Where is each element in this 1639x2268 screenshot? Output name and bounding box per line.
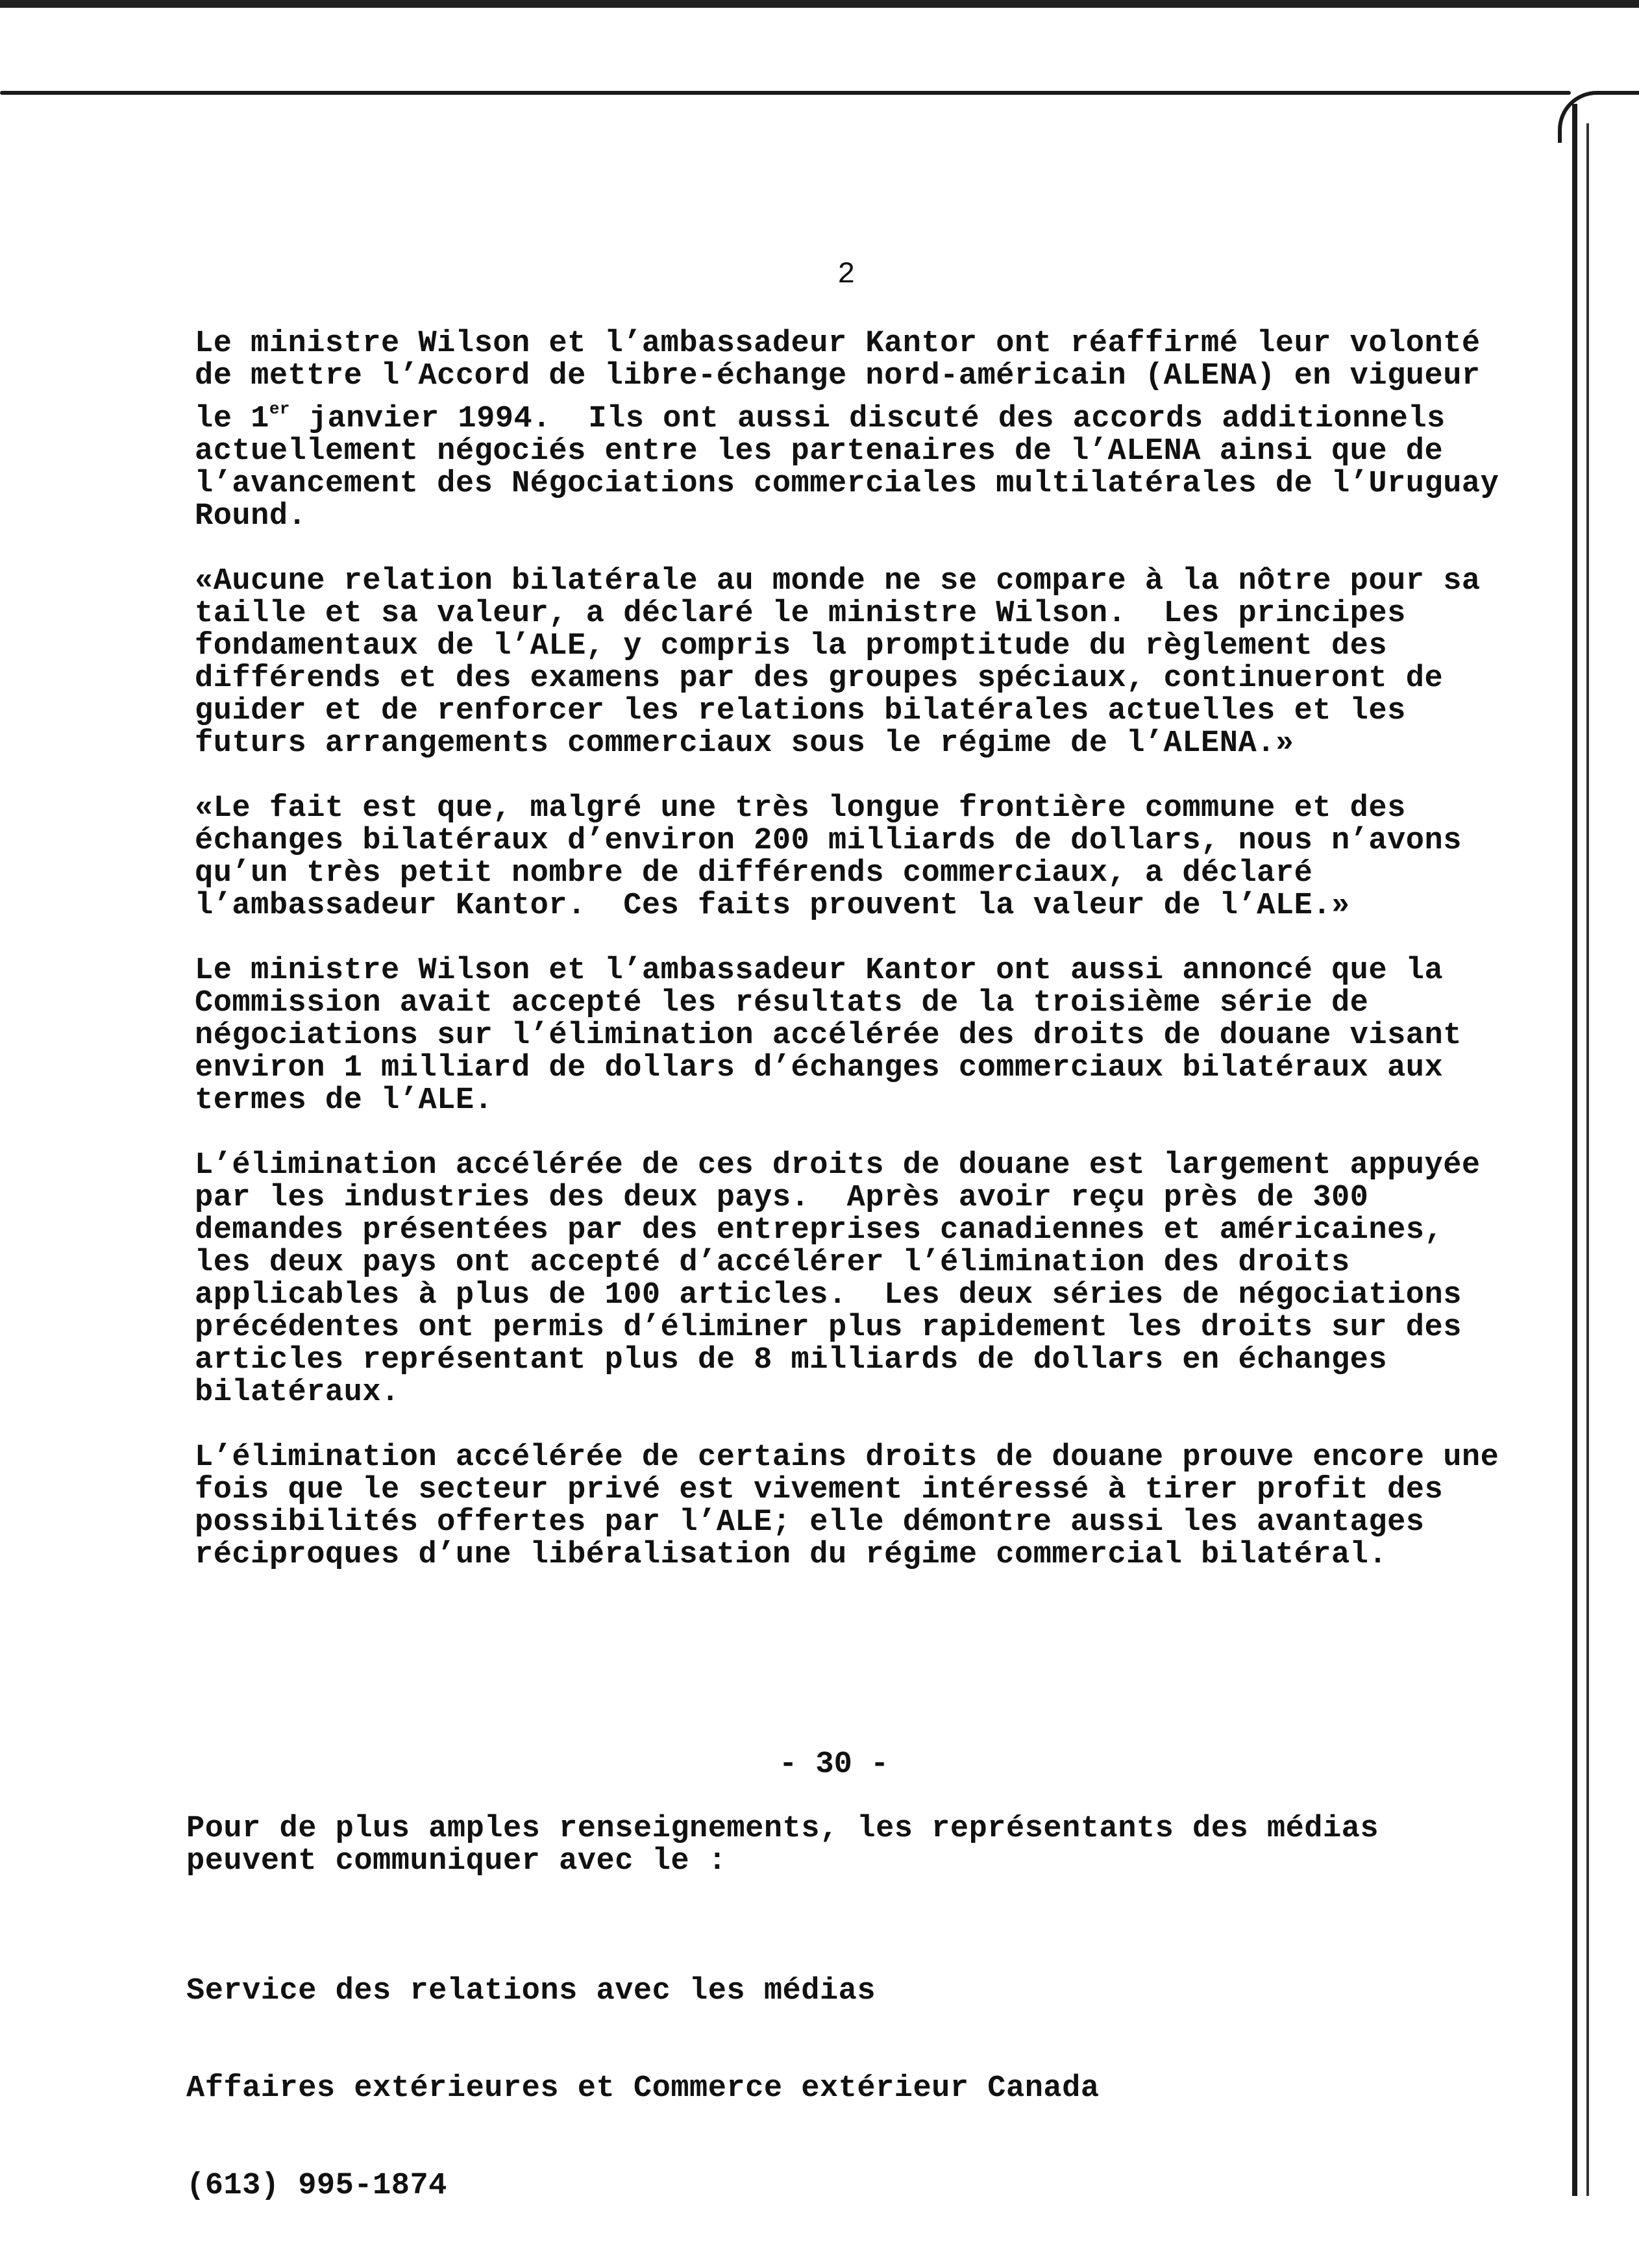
contact-details [186,1910,1517,2267]
contact-phone: (613) 995-1874 [186,2169,447,2203]
contact-service: Service des relations avec les médias [186,1974,876,2008]
scan-frame-right-line [1572,104,1577,2196]
paragraph-1-end: janvier 1994. Ils ont aussi discuté des accords additionnels actuellement négociés entre les partenaires de l’ALENA ainsi que de l’avancement des Négociations commerciales multilatérales de l’Uruguay Round. [195,402,1518,534]
paragraph-5: L’élimination accélérée de ces droits de douane est largement appuyée par les industries des deux pays. Après avoir reçu près de 300 demandes présentées par des entreprises canadiennes et américaines, les deux pays ont accepté d’accélérer l’élimination des droits applicables à plus de 100 articles. Les deux séries de négociations précédentes ont permis d’éliminer plus rapidement les droits sur des articles représentant plus de 8 milliards de dollars en échanges bilatéraux. [195,1148,1499,1410]
document-body [195,327,1518,1604]
contact-department: Affaires extérieures et Commerce extérieur Canada [186,2071,1100,2106]
scan-frame-top-line [0,91,1571,95]
end-of-release-mark: - 30 - [779,1747,889,1782]
paragraph-1-start: Le ministre Wilson et l’ambassadeur Kantor ont réaffirmé leur volonté de mettre l’Accord de libre-échange nord-américain (ALENA) en vigueur le 1 [195,327,1499,436]
scan-frame-right-inner-line [1586,123,1589,2196]
paragraph-4: Le ministre Wilson et l’ambassadeur Kantor ont aussi annoncé que la Commission avait accepté les résultats de la troisième série de négociations sur l’élimination accélérée des droits de douane visant environ 1 milliard de dollars d’échanges commerciaux bilatéraux aux termes de l’ALE. [195,954,1481,1118]
paragraph-2: «Aucune relation bilatérale au monde ne se compare à la nôtre pour sa taille et sa valeur, a déclaré le ministre Wilson. Les principes fondamentaux de l’ALE, y compris la promptitude du règlement des différends et des examens par des groupes spéciaux, continueront de guider et de renforcer les relations bilatérales actuelles et les futurs arrangements commerciaux sous le régime de l’ALENA.» [195,564,1499,761]
contact-intro: Pour de plus amples renseignements, les représentants des médias peuvent communiquer avec le : [186,1812,1379,1879]
ordinal-superscript: er [269,399,291,419]
contact-block [186,1813,1517,2267]
page-number: 2 [837,258,856,291]
paragraph-1 [195,327,1518,534]
paragraph-6: L’élimination accélérée de certains droits de douane prouve encore une fois que le secteur privé est vivement intéressé à tirer profit des possibilités offertes par l’ALE; elle démontre aussi les avantages réciproques d’une libéralisation du régime commercial bilatéral. [195,1440,1518,1572]
scan-edge-top [0,0,1639,8]
scan-frame-corner [1558,91,1639,143]
paragraph-3: «Le fait est que, malgré une très longue frontière commune et des échanges bilatéraux d’environ 200 milliards de dollars, nous n’avons qu’un très petit nombre de différends commerciaux, a déclaré l’ambassadeur Kantor. Ces faits prouvent la valeur de l’ALE.» [195,791,1481,923]
